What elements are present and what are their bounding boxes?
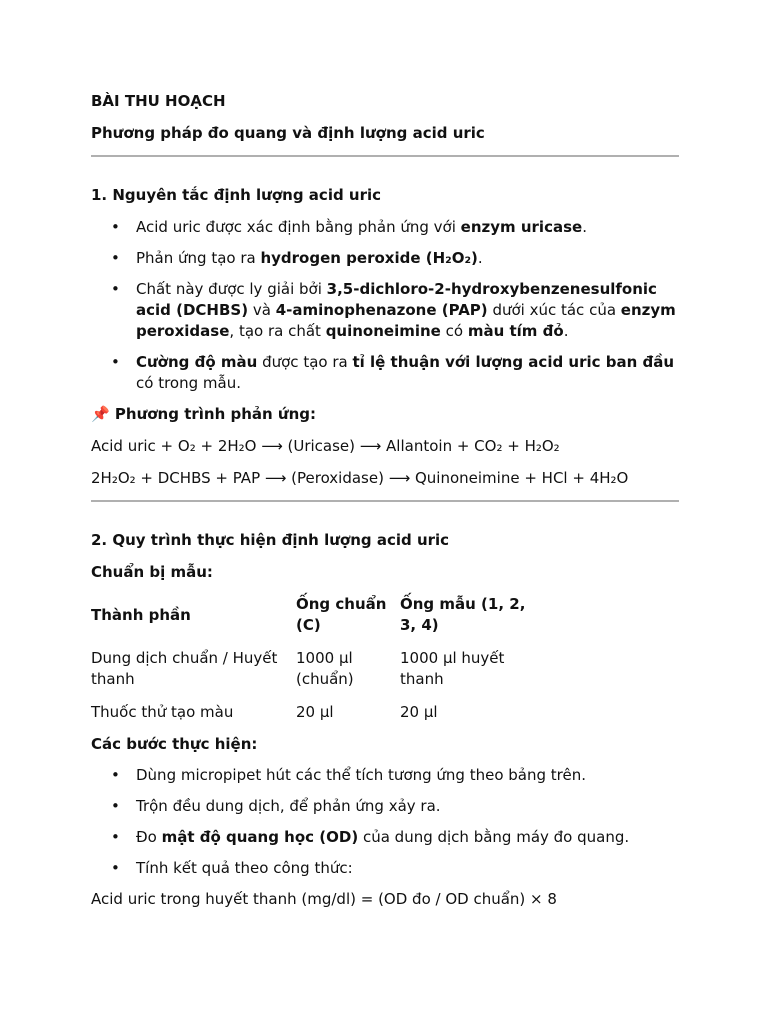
item-text: dưới xúc tác của — [487, 301, 621, 319]
equation-2: 2H₂O₂ + DCHBS + PAP ⟶ (Peroxidase) ⟶ Quinoneimine + HCl + 4H₂O — [91, 469, 629, 487]
item-text: của dung dịch bằng máy đo quang. — [358, 828, 630, 846]
item-text: Đo — [136, 828, 162, 846]
item-bold-text: enzym peroxidase — [136, 301, 676, 340]
equations-heading: 📌 Phương trình phản ứng: — [91, 405, 317, 423]
table-header-cell: Ống chuẩn (C) — [296, 595, 387, 634]
item-text: có trong mẫu. — [136, 374, 241, 392]
list-item — [136, 279, 681, 342]
section-2-heading: 2. Quy trình thực hiện định lượng acid uric — [91, 531, 450, 549]
table-cell: 1000 µl huyết thanh — [400, 649, 505, 688]
table-cell: 20 µl — [296, 703, 334, 721]
list-item — [136, 796, 681, 817]
item-bold-text: quinoneimine — [325, 322, 441, 340]
list-item — [136, 352, 681, 394]
bullet-marker: • — [111, 828, 120, 846]
bullet-marker: • — [111, 353, 120, 371]
item-text: . — [582, 218, 587, 236]
item-bold-text: Cường độ màu — [136, 353, 258, 371]
item-text: Trộn đều dung dịch, để phản ứng xảy ra. — [136, 797, 441, 815]
list-item — [136, 248, 681, 269]
divider — [91, 500, 679, 502]
item-bold-text: mật độ quang học (OD) — [161, 828, 359, 846]
item-text: . — [563, 322, 569, 340]
item-text: . — [477, 249, 483, 267]
item-text: Dùng micropipet hút các thể tích tương ứng theo bảng trên. — [136, 766, 587, 784]
steps-heading: Các bước thực hiện: — [91, 735, 258, 753]
formula: Acid uric trong huyết thanh (mg/dl) = (OD đo / OD chuẩn) × 8 — [91, 890, 557, 908]
list-item — [136, 217, 681, 238]
bullet-marker: • — [111, 280, 120, 298]
item-text: có — [440, 322, 468, 340]
equation-1: Acid uric + O₂ + 2H₂O ⟶ (Uricase) ⟶ Allantoin + CO₂ + H₂O₂ — [91, 437, 560, 455]
item-text: Phản ứng tạo ra — [136, 249, 261, 267]
bullet-marker: • — [111, 797, 120, 815]
item-text: và — [248, 301, 276, 319]
table-cell: Thuốc thử tạo màu — [91, 703, 234, 721]
list-item — [136, 827, 681, 848]
section-1-heading: 1. Nguyên tắc định lượng acid uric — [91, 186, 382, 204]
bullet-marker: • — [111, 766, 120, 784]
item-bold-text: tỉ lệ thuận với lượng acid uric ban đầu — [352, 353, 675, 371]
table-cell: 1000 µl (chuẩn) — [296, 649, 354, 688]
table-header-cell: Ống mẫu (1, 2, 3, 4) — [400, 595, 526, 634]
bullet-marker: • — [111, 218, 120, 236]
list-item — [136, 765, 681, 786]
document-title: BÀI THU HOẠCH — [91, 92, 226, 110]
item-text: , tạo ra chất — [229, 322, 326, 340]
item-text: Acid uric được xác định bằng phản ứng với — [136, 218, 461, 236]
prep-heading: Chuẩn bị mẫu: — [91, 563, 213, 581]
document-subtitle: Phương pháp đo quang và định lượng acid uric — [91, 124, 485, 142]
item-bold-text: màu tím đỏ — [467, 322, 564, 340]
divider — [91, 155, 679, 157]
table-cell: Dung dịch chuẩn / Huyết thanh — [91, 649, 278, 688]
bullet-marker: • — [111, 859, 120, 877]
item-text: Chất này được ly giải bởi — [136, 280, 327, 298]
item-bold-text: hydrogen peroxide (H₂O₂) — [260, 249, 478, 267]
table-header-cell: Thành phần — [91, 606, 191, 624]
list-item — [136, 858, 681, 879]
item-text: Tính kết quả theo công thức: — [136, 859, 353, 877]
bullet-marker: • — [111, 249, 120, 267]
table-cell: 20 µl — [400, 703, 438, 721]
item-bold-text: 4-aminophenazone (PAP) — [275, 301, 488, 319]
item-bold-text: enzym uricase — [460, 218, 583, 236]
item-bold-text: 3,5-dichloro-2-hydroxybenzenesulfonic acid (DCHBS) — [136, 280, 657, 319]
item-text: được tạo ra — [257, 353, 353, 371]
